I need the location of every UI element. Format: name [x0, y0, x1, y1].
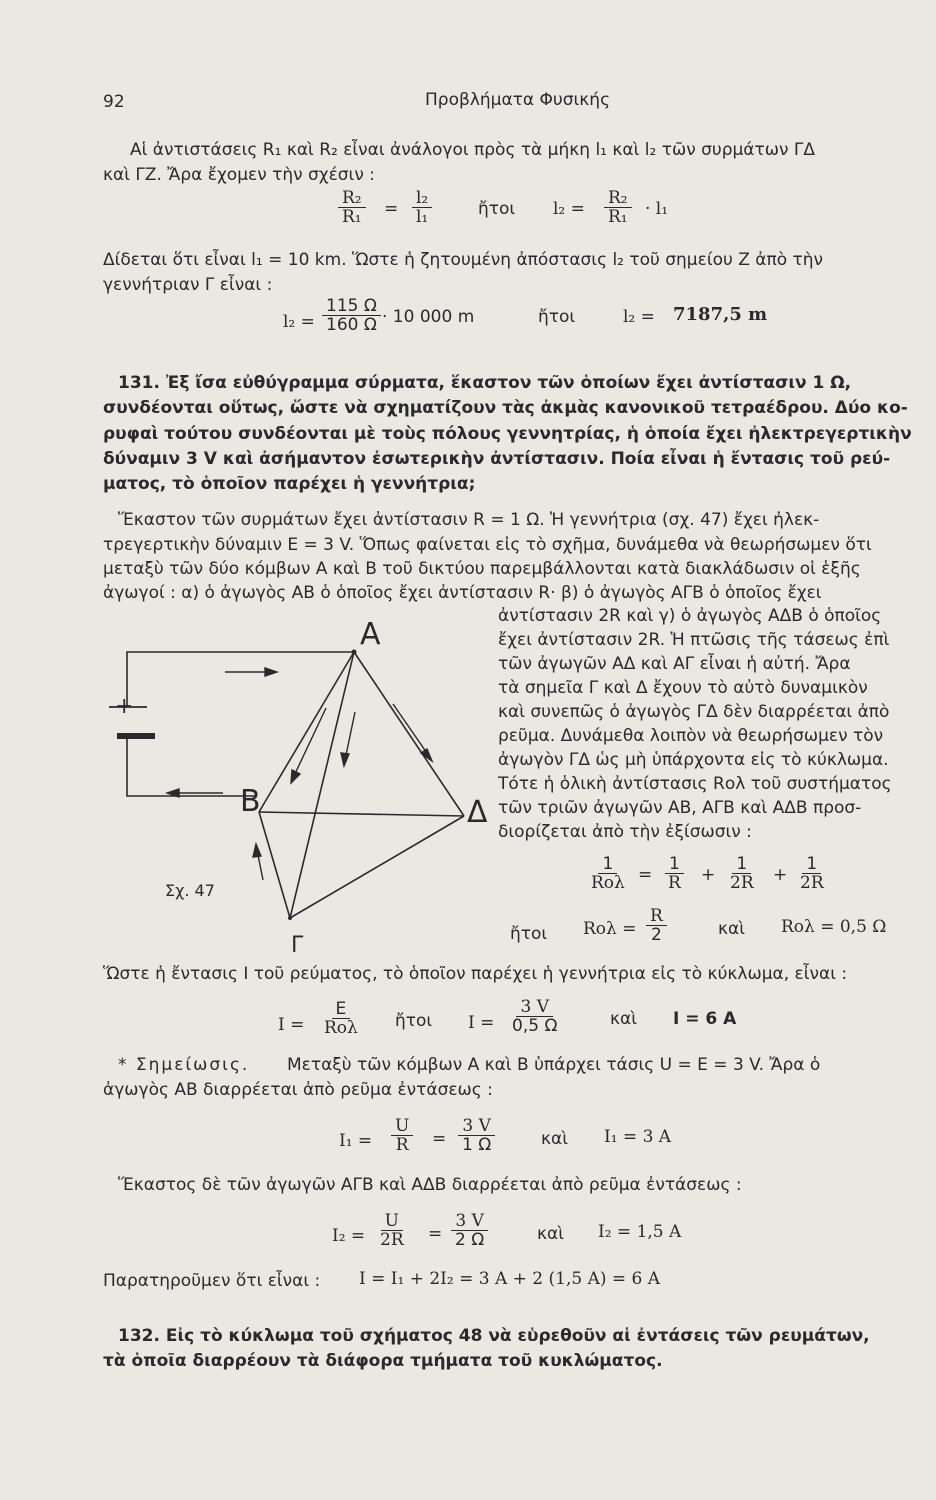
fraction-U-2R — [376, 1212, 408, 1249]
denominator: 2R — [730, 873, 754, 893]
equation-lhs: I₁ = — [339, 1131, 373, 1151]
numerator: R₂ — [604, 189, 632, 208]
intro-line: Αἱ ἀντιστάσεις R₁ καὶ R₂ εἶναι ἀνάλογοι πρὸς τὰ μήκη l₁ καὶ l₂ τῶν συρμάτων ΓΔ — [130, 140, 815, 160]
fraction-1-2R — [726, 855, 758, 892]
denominator: R — [668, 873, 681, 893]
htoi-word: ἤτοι — [510, 924, 548, 944]
equation-result: I₁ = 3 A — [604, 1127, 672, 1147]
solution-line: τρεγερτικὴν δύναμιν E = 3 V. Ὅπως φαίνεται εἰς τὸ σχῆμα, δυνάμεθα νὰ θεωρήσωμεν ὅτι — [103, 535, 872, 555]
fraction-R2-R1 — [338, 189, 366, 226]
solution-side-line: ρεῦμα. Δυνάμεθα λοιπὸν νὰ θεωρήσωμεν τὸν — [498, 726, 884, 746]
numerator: 1 — [665, 855, 684, 874]
plus-sign: + — [701, 865, 716, 885]
denominator: R₁ — [342, 207, 362, 227]
denominator: 2R — [800, 873, 824, 893]
kai-word: καὶ — [610, 1009, 637, 1029]
label-B: B — [240, 784, 261, 819]
fraction-R2-R1-b — [604, 189, 632, 226]
denominator: 2R — [380, 1230, 404, 1250]
denominator: Rολ — [591, 873, 625, 893]
arrow-head-icon — [253, 844, 261, 857]
numerator: 1 — [802, 855, 821, 874]
equation-lhs: Rολ = — [583, 919, 637, 939]
equals-sign: = — [638, 865, 653, 885]
solution-side-line: τῶν τριῶν ἀγωγῶν AB, AΓB καὶ AΔB προσ- — [498, 798, 862, 818]
wire-GD — [290, 816, 464, 918]
equation-result: I = 6 A — [673, 1009, 737, 1029]
solution-side-line: διορίζεται ἀπὸ τὴν ἐξίσωσιν : — [498, 822, 752, 842]
equals-sign: = — [428, 1224, 443, 1244]
equation-result: I₂ = 1,5 A — [598, 1222, 682, 1242]
solution-side-line: ἀντίστασιν 2R καὶ γ) ὁ ἀγωγὸς AΔB ὁ ὁποῖος — [498, 606, 882, 626]
observation-label: Παρατηροῦμεν ὅτι εἶναι : — [103, 1271, 321, 1291]
equation-lhs: I = — [278, 1015, 305, 1035]
arrow-icon — [393, 704, 429, 756]
figure-caption: Σχ. 47 — [165, 881, 215, 900]
note-label: * Σημείωσις. — [118, 1055, 250, 1075]
arrow-head-icon — [265, 668, 277, 676]
fraction-3V-1 — [458, 1117, 495, 1154]
wire-AG — [290, 652, 354, 918]
htoi-word: ἤτοι — [478, 199, 516, 219]
battery-plus-sign: + — [115, 694, 134, 719]
fraction-115-160 — [322, 297, 381, 334]
solution-side-line: τῶν ἀγωγῶν AΔ καὶ AΓ εἶναι ἡ αὐτή. Ἄρα — [498, 654, 851, 674]
solution-side-line: τὰ σημεῖα Γ καὶ Δ ἔχουν τὸ αὐτὸ δυναμικὸν — [498, 678, 868, 698]
equals-sign: = — [432, 1129, 447, 1149]
bottom-wire — [127, 736, 257, 796]
page-number: 92 — [103, 92, 125, 112]
denominator: 160 Ω — [326, 315, 377, 335]
fraction-E-Rol — [320, 1000, 362, 1037]
circuit-wires — [127, 652, 464, 918]
fraction-l2-l1 — [412, 189, 432, 226]
battery-negative-plate — [117, 733, 155, 739]
kai-word: καὶ — [718, 919, 745, 939]
htoi-word: ἤτοι — [538, 307, 576, 327]
arrow-icon — [345, 712, 355, 760]
denominator: 0,5 Ω — [512, 1016, 558, 1036]
problem-131-line: συνδέονται οὕτως, ὥστε νὰ σχηματίζουν τὰς ἀκμὰς κανονικοῦ τετραέδρου. Δύο κο- — [103, 398, 908, 418]
problem-131-line: δύναμιν 3 V καὶ ἀσήμαντον ἐσωτερικὴν ἀντίστασιν. Ποία εἶναι ἡ ἔντασις τοῦ ρεύ- — [103, 449, 891, 469]
fraction-1-Rol — [587, 855, 629, 892]
solution-line: Ἕκαστος δὲ τῶν ἀγωγῶν AΓB καὶ AΔB διαρρέεται ἀπὸ ρεῦμα ἐντάσεως : — [118, 1175, 742, 1195]
node-A — [352, 650, 357, 655]
equation-lhs: l₂ = — [553, 199, 585, 219]
denominator: 2 Ω — [455, 1230, 485, 1250]
solution-line: ἀγωγοί : α) ὁ ἀγωγὸς AB ὁ ὁποῖος ἔχει ἀντίστασιν R· β) ὁ ἀγωγὸς AΓB ὁ ὁποῖος ἔχει — [103, 583, 822, 603]
numerator: U — [381, 1212, 403, 1231]
fraction-1-R — [664, 855, 685, 892]
note-line: ἀγωγὸς AB διαρρέεται ἀπὸ ρεῦμα ἐντάσεως : — [103, 1080, 493, 1100]
fraction-R-2 — [646, 907, 667, 944]
denominator: l₁ — [416, 207, 429, 227]
numerator: R — [646, 907, 667, 926]
fraction-3V-2 — [451, 1212, 488, 1249]
result-multiplier: · 10 000 m — [382, 307, 475, 327]
intro-line: καὶ ΓΖ. Ἄρα ἔχομεν τὴν σχέσιν : — [103, 165, 375, 185]
circuit-figure — [95, 600, 495, 960]
problem-131-line: ματος, τὸ ὁποῖον παρέχει ἡ γεννήτρια; — [103, 474, 476, 494]
solution-side-line: ἔχει ἀντίστασιν 2R. Ἡ πτῶσις τῆς τάσεως ἐπὶ — [498, 630, 890, 650]
numerator: l₂ — [412, 189, 432, 208]
equals-sign: = — [384, 199, 399, 219]
intro-line: γεννήτριαν Γ εἶναι : — [103, 275, 273, 295]
running-title: Προβλήματα Φυσικής — [425, 90, 611, 110]
kai-word: καὶ — [537, 1224, 564, 1244]
htoi-word: ἤτοι — [395, 1011, 433, 1031]
wire-BG — [259, 812, 290, 918]
intro-line: Δίδεται ὅτι εἶναι l₁ = 10 km. Ὥστε ἡ ζητουμένη ἀπόστασις l₂ τοῦ σημείου Ζ ἀπὸ τὴν — [103, 250, 824, 270]
numerator: 1 — [732, 855, 751, 874]
solution-line: Ὥστε ἡ ἔντασις I τοῦ ρεύματος, τὸ ὁποῖον παρέχει ἡ γεννήτρια εἰς τὸ κύκλωμα, εἶναι : — [103, 964, 848, 984]
numerator: R₂ — [338, 189, 366, 208]
node-G — [288, 916, 292, 920]
denominator: 1 Ω — [462, 1135, 492, 1155]
arrow-head-icon — [341, 753, 349, 766]
result-l2: l₂ = — [623, 307, 655, 327]
problem-131-line: ρυφαὶ τούτου συνδέονται μὲ τοὺς πόλους γεννητρίας, ἡ ὁποία ἔχει ἠλεκτρεγερτικὴν — [103, 424, 912, 444]
problem-131-line: 131. Ἐξ ἴσα εὐθύγραμμα σύρματα, ἕκαστον τῶν ὁποίων ἔχει ἀντίστασιν 1 Ω, — [118, 373, 852, 393]
label-G: Γ — [291, 933, 304, 958]
observation-equation: I = I₁ + 2I₂ = 3 A + 2 (1,5 A) = 6 A — [359, 1269, 661, 1289]
numerator: 3 V — [516, 998, 553, 1017]
label-A: A — [360, 617, 381, 652]
wire-AD — [354, 652, 464, 816]
problem-132-line: 132. Εἰς τὸ κύκλωμα τοῦ σχήματος 48 νὰ εὑρεθοῦν αἱ ἐντάσεις τῶν ρευμάτων, — [118, 1326, 870, 1346]
numerator: 1 — [598, 855, 617, 874]
solution-line: μεταξὺ τῶν δύο κόμβων A καὶ B τοῦ δικτύου παρεμβάλλονται κατὰ διακλάδωσιν οἱ ἑξῆς — [103, 559, 861, 579]
equation-lhs: I = — [468, 1013, 495, 1033]
equation-tail: · l₁ — [645, 199, 669, 219]
result-value: 7187,5 m — [673, 304, 768, 325]
numerator: 3 V — [451, 1212, 488, 1231]
current-arrows — [167, 668, 432, 880]
result-lhs: l₂ = — [283, 312, 315, 332]
problem-132-line: τὰ ὁποῖα διαρρέουν τὰ διάφορα τμήματα τοῦ κυκλώματος. — [103, 1351, 663, 1371]
kai-word: καὶ — [541, 1129, 568, 1149]
numerator: E — [332, 1000, 351, 1019]
fraction-3V-05 — [508, 998, 561, 1035]
equation-result: Rολ = 0,5 Ω — [781, 917, 887, 937]
equation-lhs: I₂ = — [332, 1226, 366, 1246]
solution-side-line: καὶ συνεπῶς ὁ ἀγωγὸς ΓΔ δὲν διαρρέεται ἀπὸ — [498, 702, 890, 722]
plus-sign: + — [773, 865, 788, 885]
denominator: R₁ — [608, 207, 628, 227]
arrow-icon — [293, 708, 326, 778]
wire-BD — [259, 812, 464, 816]
fraction-U-R — [391, 1117, 413, 1154]
denominator: 2 — [650, 925, 662, 945]
numerator: 3 V — [458, 1117, 495, 1136]
top-wire — [127, 652, 354, 707]
note-line: Μεταξὺ τῶν κόμβων A καὶ B ὑπάρχει τάσις U = E = 3 V. Ἄρα ὁ — [287, 1055, 821, 1075]
denominator: Rολ — [324, 1018, 358, 1038]
fraction-1-2R-b — [796, 855, 828, 892]
label-D: Δ — [467, 795, 488, 830]
numerator: U — [391, 1117, 413, 1136]
numerator: 115 Ω — [322, 297, 381, 316]
wire-AB — [259, 652, 354, 812]
solution-side-line: Τότε ἡ ὁλικὴ ἀντίστασις Rολ τοῦ συστήματος — [498, 774, 892, 794]
arrow-head-icon — [291, 770, 300, 783]
solution-line: Ἕκαστον τῶν συρμάτων ἔχει ἀντίστασιν R = 1 Ω. Ἡ γεννήτρια (σχ. 47) ἔχει ἠλεκ- — [118, 510, 820, 530]
solution-side-line: ἀγωγὸν ΓΔ ὡς μὴ ὑπάρχοντα εἰς τὸ κύκλωμα. — [498, 750, 889, 770]
denominator: R — [395, 1135, 409, 1155]
